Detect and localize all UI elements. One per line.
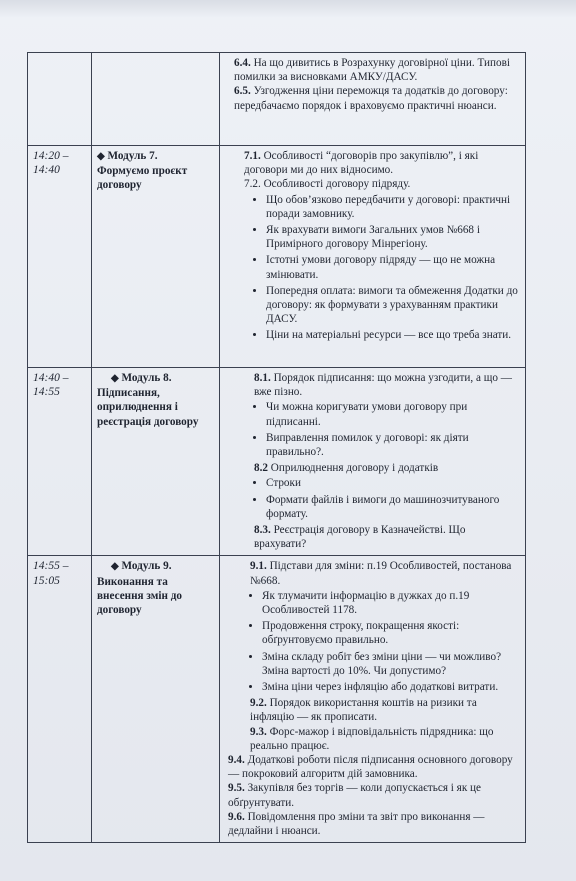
item-text: Форс-мажор і відповідальність підрядника: що реально працює. (250, 725, 494, 752)
module-title: Модуль 8. (121, 372, 172, 384)
diamond-bullet-icon: ◆ (97, 151, 105, 162)
diamond-bullet-icon: ◆ (111, 561, 119, 573)
content-cell (220, 368, 526, 556)
table-row (28, 556, 526, 843)
content-cell (220, 146, 526, 368)
item-number: 9.2. (250, 697, 267, 710)
list-item: • Істотні умови договору підряду — що не можна змінювати. (266, 253, 520, 281)
time-cell (28, 368, 92, 556)
item-number: 8.2 (254, 462, 268, 475)
time-range: 14:20 – 14:40 (33, 150, 69, 177)
item-text: Порядок використання коштів на ризики та інфляцію — як прописати. (250, 697, 477, 724)
item-number: 7.1. (244, 150, 261, 162)
bullet-list (228, 589, 520, 694)
table-row (28, 146, 526, 368)
item-text: Підстави для зміни: п.19 Особливостей, постанова №668. (250, 560, 512, 587)
list-item: • Формати файлів і вимоги до машинозчитуваного формату. (266, 493, 520, 521)
item-number: 8.3. (254, 524, 271, 537)
content-cell (220, 556, 526, 843)
item-text: На що дивитись в Розрахунку договірної ціни. Типові помилки за висновками АМКУ/ДАСУ. (234, 57, 510, 84)
module-subtitle: Виконання та внесення змін до договору (97, 575, 182, 617)
list-item: • Строки (266, 476, 520, 490)
item-text: Оприлюднення договору і додатків (270, 462, 439, 475)
item-number: 6.5. (234, 85, 251, 98)
time-cell (28, 146, 92, 368)
item-text: Порядок підписання: що можна узгодити, а що — вже пізно. (254, 372, 512, 399)
module-cell (92, 556, 220, 843)
table-row (28, 53, 526, 146)
item-number: 9.1. (250, 560, 267, 573)
item-number: 9.5. (228, 782, 245, 795)
list-item: • Чи можна коригувати умови договору при підписанні. (266, 400, 520, 428)
list-item: • Як врахувати вимоги Загальних умов №668 і Примірного договору Мінрегіону. (266, 223, 520, 251)
list-item: • Що обов’язково передбачити у договорі: практичні поради замовнику. (266, 193, 520, 221)
item-number: 6.4. (234, 57, 251, 69)
item-number: 9.6. (228, 810, 245, 823)
content-cell (220, 53, 526, 146)
item-text: Закупівля без торгів — коли допускається і як це обґрунтувати. (228, 782, 482, 809)
item-number: 8.1. (254, 372, 271, 384)
page-top-edge (0, 0, 576, 18)
module-cell (92, 368, 220, 556)
list-item: • Виправлення помилок у договорі: як діяти правильно?. (266, 431, 520, 459)
item-text: Додаткові роботи після підписання основного договору — покроковий алгоритм дій замовника. (228, 754, 513, 781)
item-text: Реєстрація договору в Казначействі. Що врахувати? (254, 524, 466, 551)
list-item: • Ціни на матеріальні ресурси — все що треба знати. (266, 328, 520, 342)
module-title: Модуль 9. (121, 560, 172, 573)
bullet-list (232, 193, 520, 343)
diamond-bullet-icon: ◆ (111, 373, 119, 384)
item-text: Повідомлення про зміни та звіт про виконання — дедлайни і нюанси. (228, 810, 485, 838)
time-range: 14:55 – 15:05 (33, 560, 69, 587)
time-range: 14:40 – 14:55 (33, 372, 69, 399)
time-cell (28, 556, 92, 843)
module-subtitle: Формуємо проєкт договору (97, 165, 188, 192)
list-item: • Зміна складу робіт без зміни ціни — чи можливо? Зміна вартості до 10%. Чи допустимо? (262, 650, 520, 678)
list-item: • Попередня оплата: вимоги та обмеження Додатки до договору: як формувати з урахуванням практики ДАСУ. (266, 284, 520, 327)
item-number: 9.4. (228, 754, 245, 767)
item-number: 9.3. (250, 725, 267, 738)
bullet-list (232, 476, 520, 521)
module-cell (92, 53, 220, 146)
item-text: Узгодження ціни переможця та додатків до договору: передбачаємо порядок і враховуємо практичні нюанси. (234, 85, 508, 112)
bullet-list (232, 400, 520, 459)
item-text: Особливості “договорів про закупівлю”, і які договори ми до них відносимо. (244, 150, 479, 177)
list-item: • Як тлумачити інформацію в дужках до п.19 Особливостей 1178. (262, 589, 520, 617)
list-item: • Продовження строку, покращення якості: обґрунтовуємо правильно. (262, 619, 520, 647)
table-row (28, 368, 526, 556)
list-item: • Зміна ціни через інфляцію або додаткові витрати. (262, 680, 520, 694)
schedule-table (27, 52, 526, 843)
module-cell (92, 146, 220, 368)
module-title: Модуль 7. (107, 150, 158, 162)
time-cell (28, 53, 92, 146)
item-text: 7.2. Особливості договору підряду. (244, 178, 411, 191)
module-subtitle: Підписання, оприлюднення і реєстрація договору (97, 387, 199, 428)
